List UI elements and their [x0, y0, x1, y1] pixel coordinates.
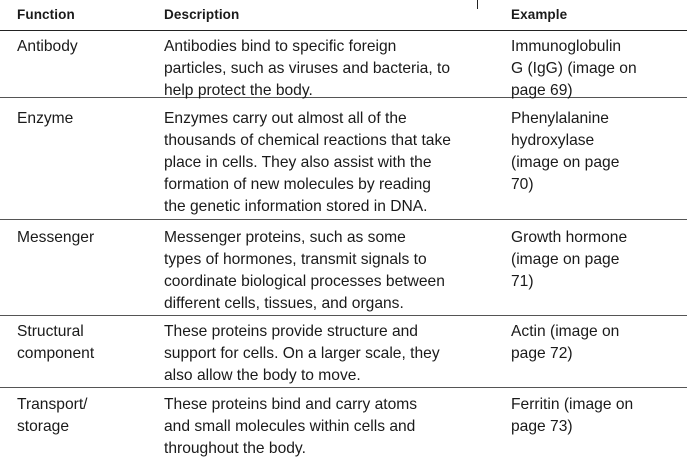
row-function: Enzyme	[17, 110, 74, 127]
row-function: Transport/ storage	[17, 396, 88, 435]
table-row	[0, 31, 687, 98]
row-description: These proteins bind and carry atoms and small molecules within cells and throughout the body.	[164, 396, 418, 457]
row-function: Messenger	[17, 229, 95, 246]
table-row	[0, 103, 687, 220]
row-example: Immunoglobulin G (IgG) (image on page 69)	[511, 38, 637, 99]
row-example: Ferritin (image on page 73)	[511, 396, 634, 435]
header-function: Function	[17, 7, 75, 22]
table-row	[0, 389, 687, 467]
row-description: These proteins provide structure and support for cells. On a larger scale, they also allow the body to move.	[164, 323, 440, 384]
row-description: Antibodies bind to specific foreign particles, such as viruses and bacteria, to help protect the body.	[164, 38, 451, 99]
header-description: Description	[164, 7, 240, 22]
table-header	[0, 0, 687, 31]
row-description: Enzymes carry out almost all of the thousands of chemical reactions that take place in cells. They also assist with the formation of new molecules by reading the genetic information stored in DNA.	[164, 110, 451, 215]
table-row	[0, 222, 687, 316]
header-example: Example	[511, 7, 568, 22]
row-example: Growth hormone (image on page 71)	[511, 229, 628, 290]
row-example: Actin (image on page 72)	[511, 323, 620, 362]
row-example: Phenylalanine hydroxylase (image on page 70)	[511, 110, 620, 193]
row-function: Antibody	[17, 38, 78, 55]
table-row	[0, 316, 687, 388]
row-description: Messenger proteins, such as some types of hormones, transmit signals to coordinate biological processes between different cells, tissues, and organs.	[164, 229, 445, 312]
row-function: Structural component	[17, 323, 95, 362]
